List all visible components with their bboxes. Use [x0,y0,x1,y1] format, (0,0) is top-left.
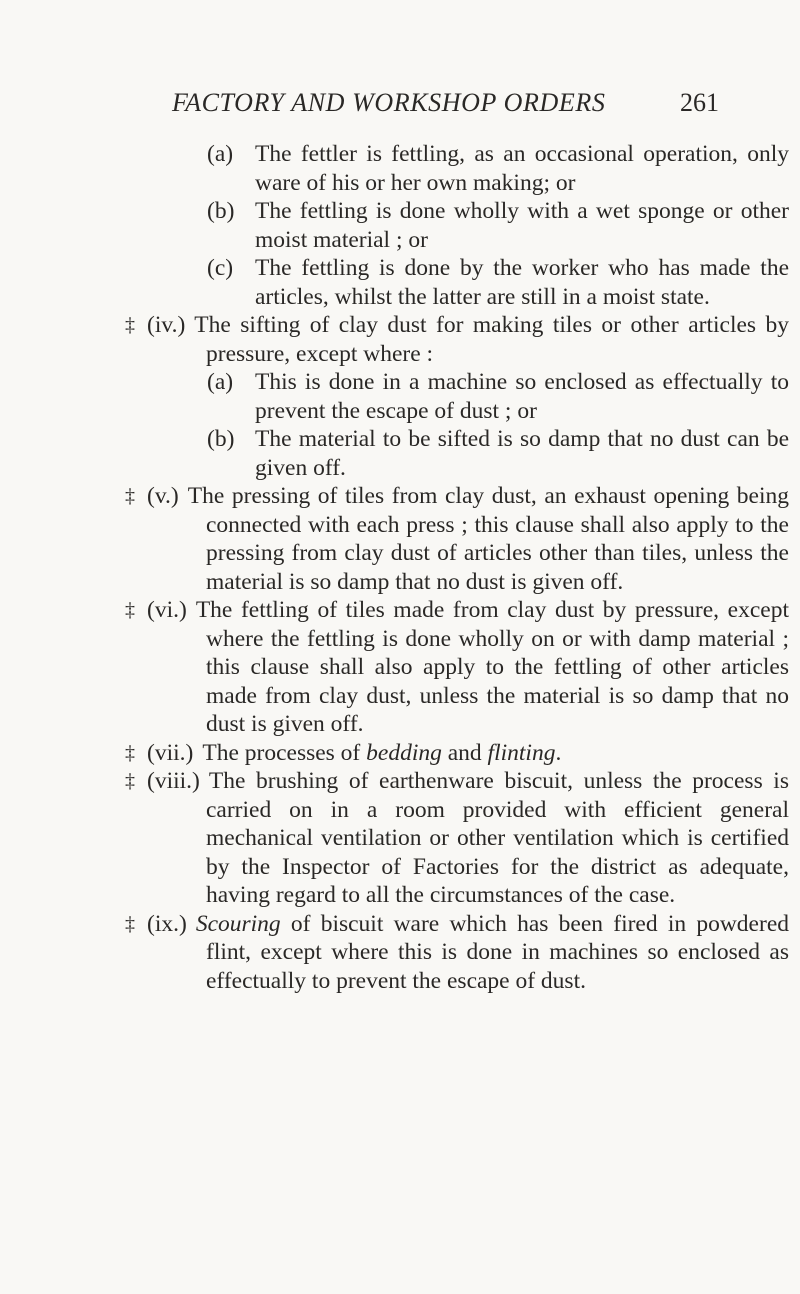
subclause-text: The fettling is done by the worker who has made the articles, whilst the latter are still in a moist state. [255,255,789,310]
running-title: FACTORY AND WORKSHOP ORDERS [172,88,606,117]
clause-viii [0,767,789,910]
italic-term: Scouring [195,910,281,937]
subclause-text: The material to be sifted is so damp that no dust can be given off. [255,426,789,481]
clause-vii [0,739,789,768]
clause-v [0,482,789,596]
subclause-text: The fettling is done wholly with a wet sponge or other moist material ; or [255,198,789,253]
clause-number: (viii.) [147,768,200,794]
clause-number: (ix.) [147,910,187,937]
clause-text: The sifting of clay dust for making tiles or other articles by pressure, except where : [194,312,789,367]
dagger-mark: ‡ [125,912,135,935]
dagger-mark: ‡ [125,599,135,621]
clause-number: (vi.) [147,597,187,623]
subclause-text: This is done in a machine so enclosed as effectually to prevent the escape of dust ; or [255,369,789,424]
clause-number: (vii.) [147,739,194,766]
subclause-marker: (b) [207,426,235,452]
clause-vi [0,596,789,739]
subclause-iv-a [0,368,789,425]
italic-term: bedding [366,739,442,766]
page-number: 261 [680,88,719,117]
subclause-marker: (a) [207,369,234,395]
clause-number: (iv.) [147,312,186,338]
clause-iv [0,311,789,368]
dagger-mark: ‡ [125,485,135,507]
clause-text: The brushing of earthenware biscuit, unless the process is carried on in a room provided with efficient general mechanical ventilation or other ventilation which is certified by the Inspector of Factories for the district as adequate, having regard to all the circumstances of the case. [206,768,789,908]
clause-text: The pressing of tiles from clay dust, an exhaust opening being connected with each press ; this clause shall also apply to the pressing from clay dust of articles other than tiles, unless the material is so damp that no dust is given off. [187,483,789,595]
subclause-c [0,254,789,311]
page-header [0,88,800,124]
subclause-iv-b [0,425,789,482]
clause-text: of biscuit ware which has been fired in powdered flint, except where this is done in machines so enclosed as effectually to prevent the escape of dust. [206,910,789,994]
clause-text: . [555,739,562,766]
subclause-marker: (b) [207,198,235,224]
italic-term: flinting [487,739,556,766]
dagger-mark: ‡ [125,770,135,792]
subclause-b [0,197,789,254]
clause-ix [0,910,789,996]
dagger-mark: ‡ [125,314,135,336]
clause-text: and [441,739,488,766]
dagger-mark: ‡ [125,741,135,764]
clause-text: The processes of [202,739,367,766]
subclause-marker: (c) [207,255,234,281]
subclause-a [0,140,789,197]
clause-number: (v.) [147,483,179,509]
clause-text: The fettling of tiles made from clay dust by pressure, except where the fettling is done wholly on or with damp material ; this clause shall also apply to the fettling of other articles made from clay dust, unless the material is so damp that no dust is given off. [195,597,789,737]
body-text [0,140,800,995]
subclause-marker: (a) [207,141,234,167]
subclause-text: The fettler is fettling, as an occasional operation, only ware of his or her own making; or [255,141,789,196]
